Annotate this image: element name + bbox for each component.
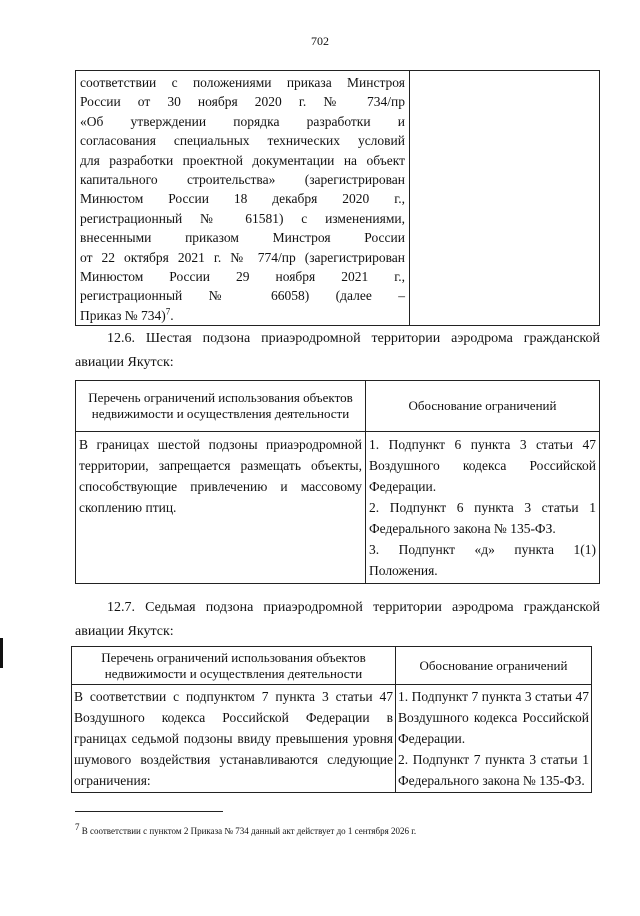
section-6-col2-header: Обоснование ограничений [366,381,600,432]
continuation-line: Минюстом России 18 декабря 2020 г., [80,191,405,207]
section-7-heading: 12.7. Седьмая подзона приаэродромной территории аэродрома гражданской авиации Якутск: [75,600,600,639]
section-7-restriction: В соответствии с подпунктом 7 пункта 3 статьи 47 Воздушного кодекса Российской Федерации в границах седьмой подзоны ввиду превышения уровня шумового воздействия устанавливаются следующие ограничения: [74,689,393,788]
footnote-text: В соответствии с пунктом 2 Приказа № 734 данный акт действует до 1 сентября 2026 г. [81,826,417,836]
footnote-mark: 7 [75,822,80,832]
continuation-left-cell: соответствии с положениями приказа Минстроя России от 30 ноября 2020 г. № 734/пр «Об утверждении порядка разработки и согласования специальных технических условий для разработки проектной документации на объект капитального строительства» (зарегистрирован Минюстом России 18 декабря 2020 г., регистрационный № 61581) с изменениями, внесенными приказом Минстроя России от 22 октября 2021 г. № 774/пр (зарегистрирован Минюстом России 29 ноября 2021 г., регистрационный № 66058) (далее – Приказ № 734)$^7$. [76,71,410,326]
continuation-line: внесенными приказом Минстроя России [80,230,405,246]
continuation-line: России от 30 ноября 2020 г. № 734/пр [80,94,405,110]
footnote-reference: 7 [165,306,171,317]
continuation-text [80,73,405,306]
continuation-table [75,70,600,326]
section-6-col1-header: Перечень ограничений использования объектов недвижимости и осуществления деятельности [76,381,366,432]
section-7-justifications [398,686,589,791]
justification-item: 2. Подпункт 7 пункта 3 статьи 1 Федерального закона № 135-ФЗ. [398,752,589,788]
justification-item: 1. Подпункт 6 пункта 3 статьи 47 Воздушного кодекса Российской Федерации. [369,437,596,494]
page-number: 702 [311,34,329,48]
continuation-line: от 22 октября 2021 г. № 774/пр (зарегистрирован [80,249,405,265]
section-6-table [75,380,600,584]
continuation-line: Минюстом России 29 ноября 2021 г., [80,269,405,285]
footnote [75,822,600,837]
section-6-restriction: В границах шестой подзоны приаэродромной территории, запрещается размещать объекты, способствующие привлечению и массовому скоплению птиц. [79,437,362,515]
section-6-restriction-cell [76,432,366,584]
section-6-heading: 12.6. Шестая подзона приаэродромной территории аэродрома гражданской авиации Якутск: [75,331,600,370]
justification-item: 3. Подпункт «д» пункта 1(1) Положения. [369,542,596,578]
continuation-line: «Об утверждении порядка разработки и [80,113,405,129]
justification-item: 2. Подпункт 6 пункта 3 статьи 1 Федерального закона № 135-ФЗ. [369,500,596,536]
continuation-line: капитального строительства» (зарегистрирован [80,172,405,188]
continuation-line: для разработки проектной документации на объект [80,152,405,168]
justification-item: 1. Подпункт 7 пункта 3 статьи 47 Воздушного кодекса Российской Федерации. [398,689,589,746]
section-7-restriction-cell [72,685,396,793]
continuation-right-cell [410,71,600,326]
section-7-justification-cell [396,685,592,793]
continuation-last-line: Приказ № 734) [80,307,166,323]
section-7-col1-header: Перечень ограничений использования объектов недвижимости и осуществления деятельности [72,647,396,685]
footnote-separator [75,811,223,812]
continuation-line: согласования специальных технических условий [80,133,405,149]
section-6-justification-cell [366,432,600,584]
section-6-justifications [369,434,596,581]
margin-mark [0,638,3,668]
continuation-line: регистрационный № 61581) с изменениями, [80,210,405,226]
continuation-line: регистрационный № 66058) (далее – [80,288,405,304]
section-7-col2-header: Обоснование ограничений [396,647,592,685]
continuation-line: соответствии с положениями приказа Минстроя [80,75,405,90]
section-7-table [71,646,592,793]
